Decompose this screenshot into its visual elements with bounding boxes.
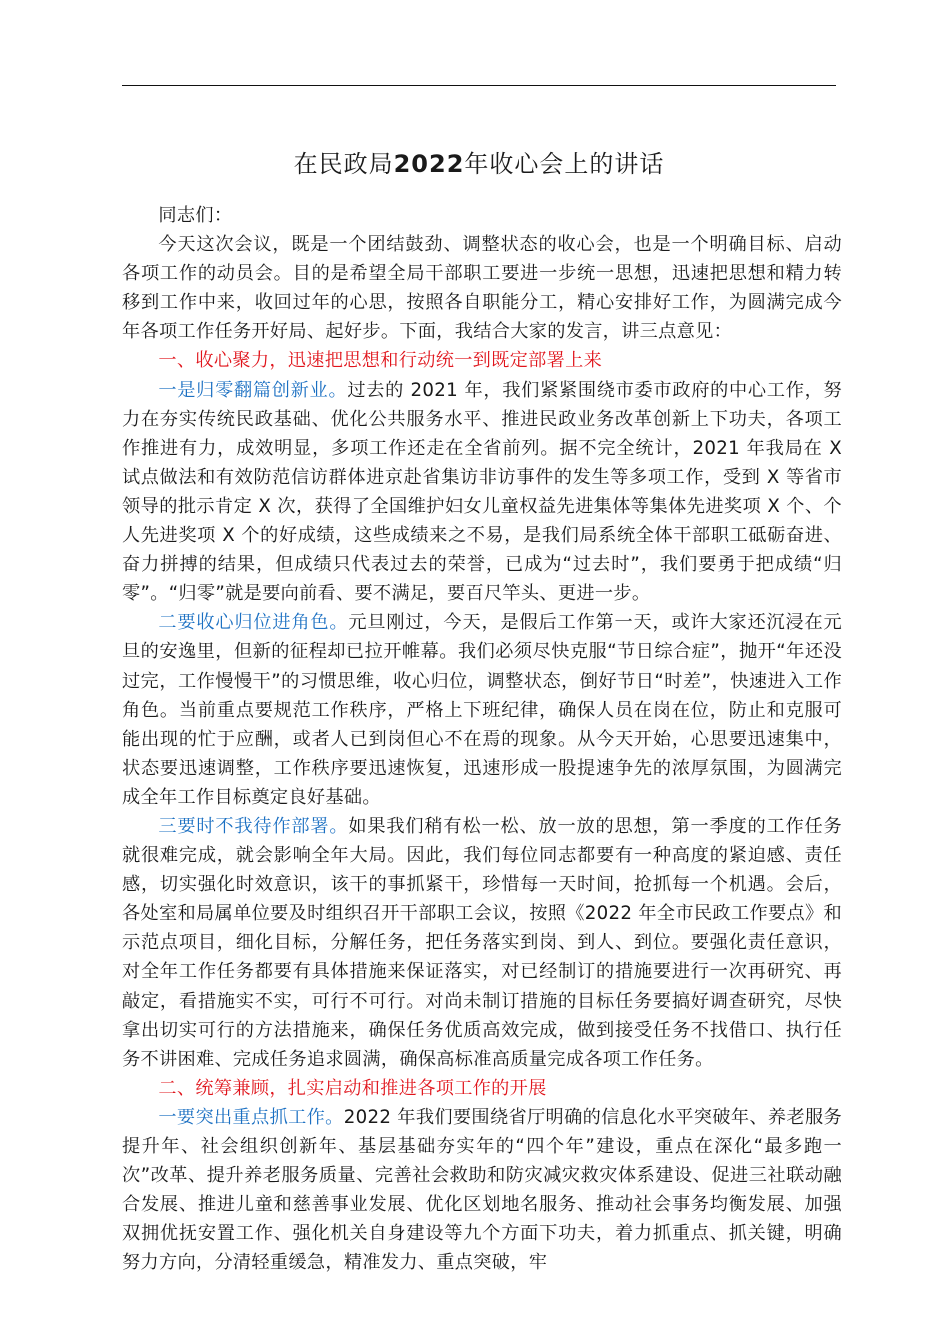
salutation: 同志们： xyxy=(158,205,233,226)
title-prefix: 在民政局 xyxy=(293,150,394,178)
point-text: 如果我们稍有松一松、放一放的思想，第一季度的工作任务就很难完成，就会影响全年大局。因此，我们每位同志都要有一种高度的紧迫感、责任感，切实强化时效意识，该干的事抓紧干，珍惜每一天时间，抢抓每一个机遇。会后，各处室和局属单位要及时组织召开干部职工会议，按照《2022 年全市民政工作要点》和示范点项目，细化目标，分解任务，把任务落实到岗、到人、到位。要强化责任意识，对全年工作任务都要有具体措施来保证落实，对已经制订的措施要进行一次再研究、再敲定，看措施实不实，可行不可行。对尚未制订措施的目标任务要搞好调查研究，尽快拿出切实可行的方法措施来，确保任务优质高效完成，做到接受任务不找借口、执行任务不讲困难、完成任务追求圆满，确保高标准高质量完成各项工作任务。 xyxy=(122,815,842,1070)
title-suffix: 年收心会上的讲话 xyxy=(464,150,665,178)
point-text: 2022 年我们要围绕省厅明确的信息化水平突破年、养老服务提升年、社会组织创新年、基层基础夯实年的“四个年”建设，重点在深化“最多跑一次”改革、提升养老服务质量、完善社会救助和防灾减灾救灾体系建设、促进三社联动融合发展、推进儿童和慈善事业发展、优化区划地名服务、推动社会事务均衡发展、加强双拥优抚安置工作、强化机关自身建设等九个方面下功夫，着力抓重点、抓关键，明确努力方向，分清轻重缓急，精准发力、重点突破，牢 xyxy=(122,1106,842,1274)
point-text: 元旦刚过，今天，是假后工作第一天，或许大家还沉浸在元旦的安逸里，但新的征程却已拉开帷幕。我们必须尽快克服“节日综合症”，抛开“年还没过完，工作慢慢干”的习惯思维，收心归位，调整状态，倒好节日“时差”，快速进入工作角色。当前重点要规范工作秩序，严格上下班纪律，确保人员在岗在位，防止和克服可能出现的忙于应酬，或者人已到岗但心不在焉的现象。从今天开始，心思要迅速集中，状态要迅速调整，工作秩序要迅速恢复，迅速形成一股提速争先的浓厚氛围，为圆满完成全年工作目标奠定良好基础。 xyxy=(122,612,842,808)
section-heading-1: 一、收心聚力，迅速把思想和行动统一到既定部署上来 xyxy=(158,350,603,372)
point-text: 过去的 2021 年，我们紧紧围绕市委市政府的中心工作，努力在夯实传统民政基础、优化公共服务水平、推进民政业务改革创新上下功夫，各项工作推进有力，成效明显，多项工作还走在全省前列。据不完全统计，2021 年我局在 X 试点做法和有效防范信访群体进京赴省集访非访事件的发生等多项工作，受到 X 等省市领导的批示肯定 X 次，获得了全国维护妇女儿童权益先进集体等集体先进奖项 X 个、个人先进奖项 X 个的好成绩，这些成绩来之不易，是我们局系统全体干部职工砥砺奋进、奋力拼搏的结果，但成绩只代表过去的荣誉，已成为“过去时”，我们要勇于把成绩“归零”。“归零”就是要向前看、要不满足，要百尺竿头、更进一步。 xyxy=(122,379,842,605)
point-lead: 一是归零翻篇创新业。 xyxy=(158,379,348,401)
point-lead: 一要突出重点抓工作。 xyxy=(158,1106,344,1128)
page-title xyxy=(122,146,836,182)
section-1-point-1 xyxy=(122,376,842,609)
section-2-point-1 xyxy=(122,1103,842,1278)
speech-body xyxy=(122,201,842,1277)
section-heading-2: 二、统筹兼顾，扎实启动和推进各项工作的开展 xyxy=(158,1077,547,1099)
intro-paragraph: 今天这次会议，既是一个团结鼓劲、调整状态的收心会，也是一个明确目标、启动各项工作的动员会。目的是希望全局干部职工要进一步统一思想，迅速把思想和精力转移到工作中来，收回过年的心思，按照各自职能分工，精心安排好工作，为圆满完成今年各项工作任务开好局、起好步。下面，我结合大家的发言，讲三点意见： xyxy=(122,234,842,343)
header-rule xyxy=(122,85,836,86)
point-lead: 二要收心归位进角色。 xyxy=(158,612,349,634)
section-1-point-2 xyxy=(122,608,842,812)
section-1-point-3 xyxy=(122,812,842,1074)
title-year: 2022 xyxy=(393,150,465,178)
point-lead: 三要时不我待作部署。 xyxy=(158,815,349,837)
